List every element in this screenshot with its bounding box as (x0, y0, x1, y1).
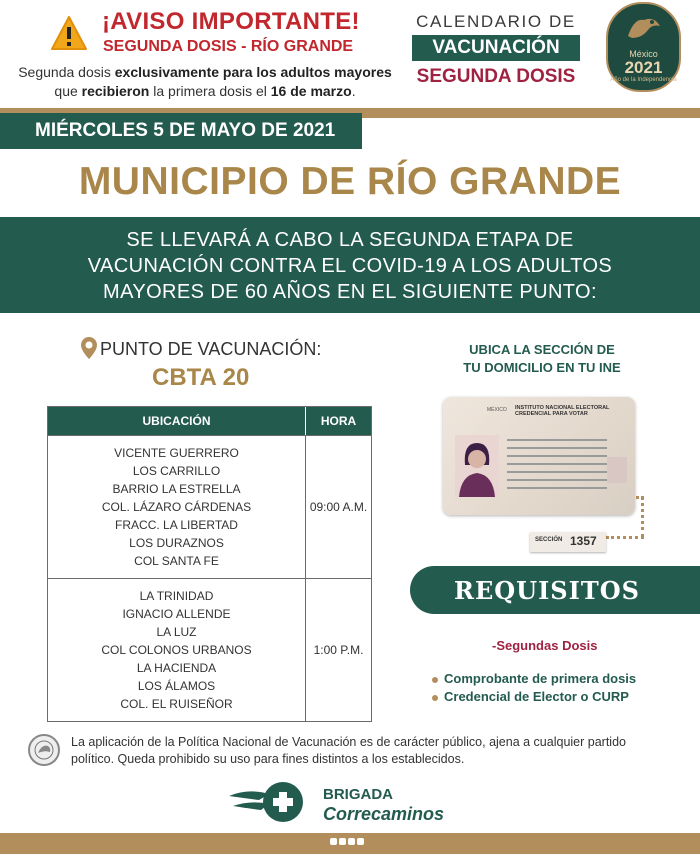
place-item: COL SANTA FE (134, 554, 219, 568)
place-item: VICENTE GUERRERO (114, 446, 239, 460)
twitter-icon[interactable] (339, 838, 346, 845)
ine-instruction-line-2: TU DOMICILIO EN TU INE (463, 360, 621, 375)
place-item: LOS DURAZNOS (129, 536, 224, 550)
place-item: LA LUZ (156, 625, 197, 639)
brigada-logo-icon (229, 778, 317, 826)
seccion-callout (530, 532, 606, 552)
calendar-title: CALENDARIO DE (416, 12, 576, 31)
place-item: LA HACIENDA (136, 661, 217, 675)
legal-disclaimer: La aplicación de la Política Nacional de Vacunación es de carácter público, ajena a cualquier partido político. Queda prohibido su uso para fines distintos a los establecidos. (71, 735, 626, 766)
aviso-text-7: . (351, 83, 356, 99)
place-item: COL. LÁZARO CÁRDENAS (101, 500, 252, 514)
requisitos-title: REQUISITOS (454, 576, 640, 605)
logo-sub: Año de la Independencia (610, 77, 677, 83)
ine-instruction (430, 341, 654, 377)
hora-cell: 09:00 A.M. (309, 500, 368, 514)
instagram-icon[interactable] (348, 838, 355, 845)
aviso-text (14, 63, 396, 101)
brigada-title: BRIGADA (323, 786, 393, 803)
logo-mexico: México (629, 49, 658, 59)
aviso-subtitle: SEGUNDA DOSIS - RÍO GRANDE (103, 38, 354, 55)
place-item: IGNACIO ALLENDE (122, 607, 231, 621)
warning-icon (50, 15, 88, 51)
ine-instruction-line-1: UBICA LA SECCIÓN DE (469, 342, 615, 357)
place-item: COL. EL RUISEÑOR (120, 697, 233, 711)
aviso-title: ¡AVISO IMPORTANTE! (102, 8, 360, 35)
column-header-hora: HORA (320, 414, 357, 428)
place-item: FRACC. LA LIBERTAD (115, 518, 238, 532)
requisito-label: Credencial de Elector o CURP (444, 689, 629, 704)
eagle-icon (624, 12, 664, 42)
calendar-segunda-dosis: SEGUNDA DOSIS (416, 66, 576, 87)
announcement-banner (0, 217, 700, 313)
table-row (48, 578, 371, 721)
aviso-text-3: que (54, 83, 82, 99)
announcement-line-3: MAYORES DE 60 AÑOS EN EL SIGUIENTE PUNTO: (103, 281, 597, 303)
ine-photo (455, 435, 499, 497)
announcement-text (30, 227, 670, 305)
calendar-vacunacion: VACUNACIÓN (412, 35, 580, 61)
youtube-icon[interactable] (357, 838, 364, 845)
place-item: LOS ÁLAMOS (137, 679, 216, 693)
aviso-text-5: la primera dosis el (149, 83, 271, 99)
ine-small-photo (607, 457, 627, 483)
bullet-icon (432, 695, 438, 701)
place-item: COL COLONOS URBANOS (101, 643, 252, 657)
schedule-table (47, 406, 372, 722)
table-row (48, 435, 371, 578)
punto-name: CBTA 20 (152, 364, 250, 391)
ine-card-country: MÉXICO (487, 407, 507, 413)
municipio-title: MUNICIPIO DE RÍO GRANDE (78, 160, 622, 203)
aviso-text-4: recibieron (81, 83, 150, 99)
date-banner: MIÉRCOLES 5 DE MAYO DE 2021 (0, 113, 362, 149)
seccion-number: 1357 (570, 534, 597, 548)
place-item: LOS CARRILLO (132, 464, 221, 478)
requisitos-banner (410, 566, 700, 614)
social-icons (330, 838, 374, 848)
dotted-pointer (636, 496, 644, 538)
place-item: BARRIO LA ESTRELLA (112, 482, 241, 496)
location-pin-icon (80, 336, 98, 360)
place-item: LA TRINIDAD (139, 589, 214, 603)
places-cell (48, 579, 306, 721)
eagle-seal-icon (30, 736, 58, 764)
aviso-text-2: exclusivamente para los adultos mayores (114, 64, 392, 80)
hora-cell: 1:00 P.M. (313, 643, 364, 657)
facebook-icon[interactable] (330, 838, 337, 845)
places-cell (48, 436, 306, 578)
requisitos-subtitle: -Segundas Dosis (492, 638, 598, 653)
brigada-subtitle: Correcaminos (323, 804, 445, 824)
aviso-text-6: 16 de marzo (270, 83, 352, 99)
aviso-text-1: Segunda dosis (18, 64, 115, 80)
punto-label: PUNTO DE VACUNACIÓN: (100, 339, 322, 359)
logo-year: 2021 (624, 58, 663, 77)
ine-card-image (443, 397, 635, 515)
person-icon (455, 435, 499, 497)
national-seal-icon (28, 734, 60, 766)
announcement-line-1: SE LLEVARÁ A CABO LA SEGUNDA ETAPA DE (126, 229, 574, 251)
requisito-label: Comprobante de primera dosis (444, 671, 637, 686)
list-item (432, 670, 636, 688)
ine-card-title: INSTITUTO NACIONAL ELECTORAL CREDENCIAL PARA VOTAR (515, 405, 610, 417)
list-item (432, 688, 636, 706)
bullet-icon (432, 677, 438, 683)
dotted-pointer (606, 536, 644, 539)
table-header (48, 407, 371, 435)
ine-text-lines (507, 439, 607, 495)
header (0, 0, 700, 108)
requisitos-list (432, 670, 636, 706)
column-header-ubicacion: UBICACIÓN (48, 407, 306, 435)
seccion-label: SECCIÓN (535, 537, 563, 543)
mexico-2021-logo (606, 2, 681, 92)
announcement-line-2: VACUNACIÓN CONTRA EL COVID-19 A LOS ADULTOS (87, 255, 613, 277)
